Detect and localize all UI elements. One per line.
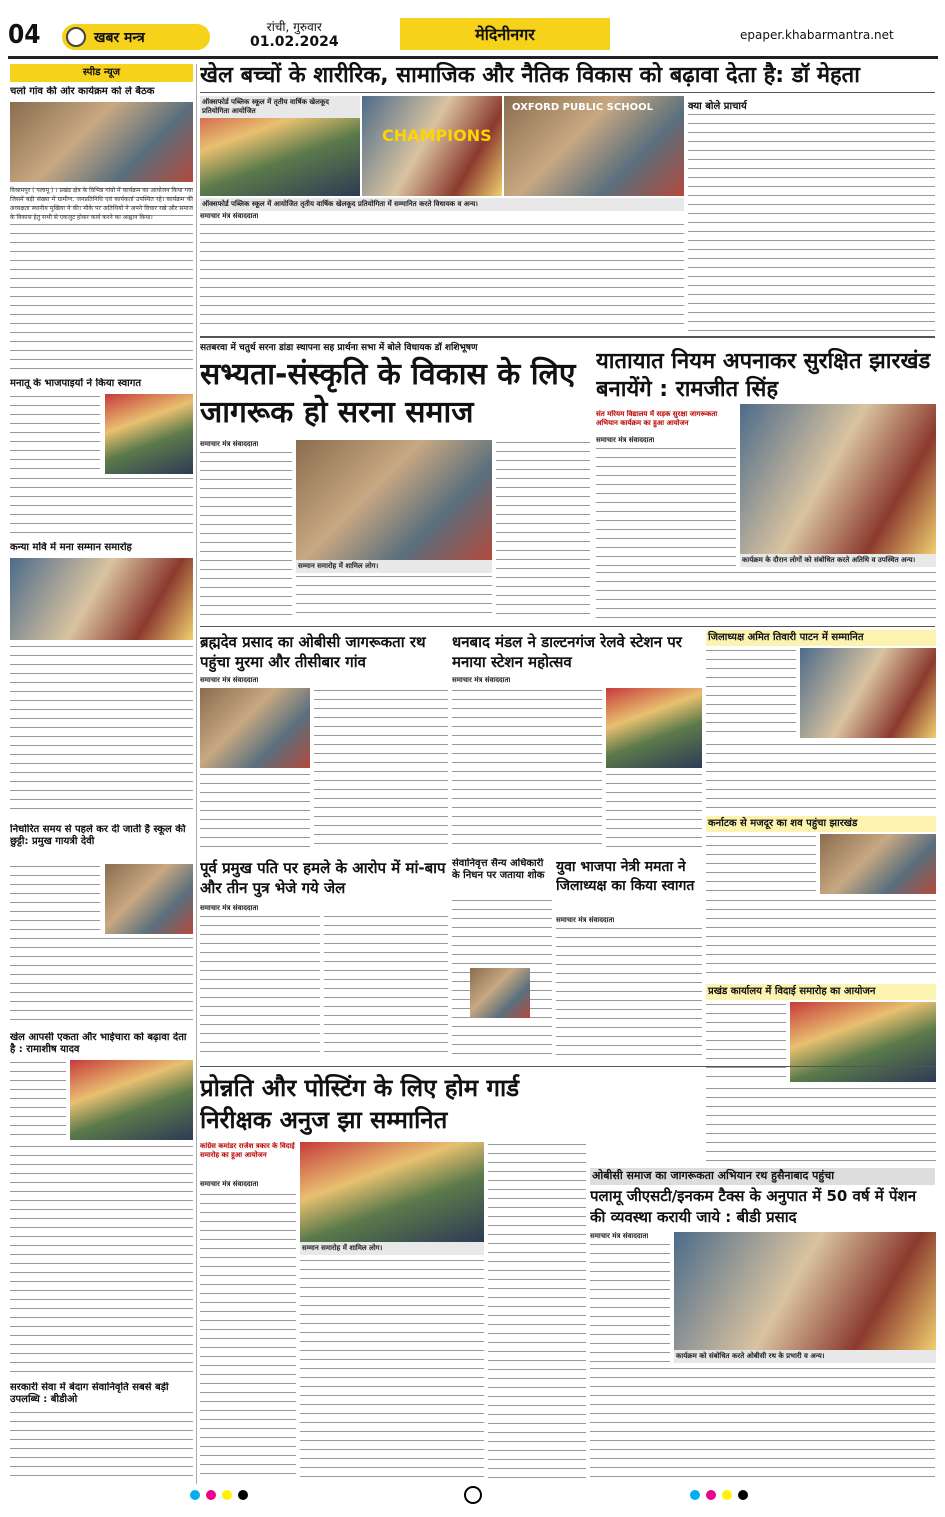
sarna-body — [496, 440, 590, 620]
edition-city: मेदिनीनगर — [400, 18, 610, 50]
district-body — [706, 648, 796, 738]
district-photo — [800, 648, 936, 738]
obc-rath-body — [200, 772, 310, 852]
sarna-byline: समाचार मंत्र संवाददाता — [200, 440, 259, 448]
dhanbad-byline: समाचार मंत्र संवाददाता — [452, 676, 511, 684]
farewell-photo — [790, 1002, 936, 1082]
principal-body — [688, 112, 935, 332]
article-body — [10, 644, 193, 814]
article-body — [10, 1060, 66, 1140]
lead-caption: ऑक्सफोर्ड पब्लिक स्कूल में आयोजित तृतीय वार्षिक खेलकूद प्रतियोगिता में सम्मानित करते विधायक व अन्य। — [200, 198, 684, 211]
lead-rule — [200, 92, 935, 93]
principal-kicker: क्या बोले प्राचार्य — [688, 101, 747, 112]
district-body — [706, 742, 936, 812]
homeguard-body — [300, 1258, 484, 1482]
homeguard-caption: सम्मान समारोह में शामिल लोग। — [300, 1242, 484, 1255]
jail-byline: समाचार मंत्र संवाददाता — [200, 904, 259, 912]
sidebar-item-title[interactable]: मनातू के भाजपाइयों ने किया स्वागत — [10, 378, 142, 389]
news-photo — [10, 558, 193, 640]
sidebar-item-title[interactable]: चलो गांव की ओर कार्यक्रम को ले बैठक — [10, 86, 155, 97]
lead-photo-1 — [200, 96, 360, 196]
bjym-byline: समाचार मंत्र संवाददाता — [556, 916, 615, 924]
pension-body — [590, 1366, 935, 1482]
news-photo — [105, 864, 193, 934]
pension-caption: कार्यक्रम को संबोधित करते ओबीसी रथ के प्रभारी व अन्य। — [674, 1350, 936, 1363]
banner-text: CHAMPIONS — [382, 126, 492, 145]
page-number: 04 — [8, 20, 41, 50]
dhanbad-photo — [606, 688, 702, 768]
obc-rath-byline: समाचार मंत्र संवाददाता — [200, 676, 259, 684]
obc-rath-photo — [200, 688, 310, 768]
homeguard-body — [200, 1192, 296, 1482]
dhanbad-body — [606, 772, 702, 852]
section-rule — [200, 336, 935, 338]
sarna-body — [296, 574, 492, 620]
issue-date: 01.02.2024 — [250, 34, 339, 50]
traffic-headline[interactable]: यातायात नियम अपनाकर सुरक्षित झारखंड बनायेंगे : रामजीत सिंह — [596, 349, 931, 402]
traffic-kicker: संत मरियम विद्यालय में सड़क सुरक्षा जागरूकता अभियान कार्यक्रम का हुआ आयोजन — [596, 410, 718, 427]
lead-photo-3 — [504, 96, 684, 196]
pension-byline: समाचार मंत्र संवाददाता — [590, 1232, 649, 1240]
registration-target-icon — [464, 1486, 482, 1504]
sidebar-item-title[interactable]: सरकारी सेवा में बेदाग सेवानिवृति सबसे बड़ी उपलब्धि : बीडीओ — [10, 1382, 169, 1405]
brand-logo-icon — [66, 27, 86, 47]
traffic-body — [596, 446, 736, 576]
district-headline[interactable]: जिलाध्यक्ष अमित तिवारी पाटन में सम्मानित — [706, 630, 936, 646]
homeguard-body — [488, 1142, 586, 1482]
sidebar-tag: स्पीड न्यूज — [10, 64, 193, 82]
article-body — [10, 1144, 193, 1374]
lead-byline: समाचार मंत्र संवाददाता — [200, 212, 259, 220]
bjym-headline[interactable]: युवा भाजपा नेत्री ममता ने जिलाध्यक्ष का किया स्वागत — [556, 859, 695, 894]
traffic-byline: समाचार मंत्र संवाददाता — [596, 436, 655, 444]
sarna-photo — [296, 440, 492, 560]
jail-body — [200, 914, 320, 1060]
lead-photo-2 — [362, 96, 502, 196]
karnataka-body — [706, 834, 816, 894]
farewell-headline[interactable]: प्रखंड कार्यालय में विदाई समारोह का आयोजन — [706, 984, 936, 1000]
pension-kicker: ओबीसी समाज का जागरूकता अभियान रथ हुसैनाबाद पहुंचा — [590, 1168, 935, 1185]
news-photo — [105, 394, 193, 474]
traffic-caption: कार्यक्रम के दौरान लोगों को संबोधित करते अतिथि व उपस्थित अन्य। — [740, 554, 936, 567]
homeguard-byline: समाचार मंत्र संवाददाता — [200, 1180, 259, 1188]
jail-body — [324, 914, 448, 1060]
lead-body — [200, 222, 684, 332]
homeguard-headline[interactable]: प्रोन्नति और पोस्टिंग के लिए होम गार्ड निरीक्षक अनुज झा सम्मानित — [200, 1074, 520, 1134]
epaper-url[interactable]: epaper.khabarmantra.net — [740, 28, 894, 42]
place-day: रांची, गुरुवार — [266, 20, 322, 34]
sidebar-item-title[interactable]: कन्या मवि में मना सम्मान समारोह — [10, 542, 132, 553]
sarna-headline[interactable]: सभ्यता-संस्कृति के विकास के लिए जागरूक हो सरना समाज — [200, 357, 576, 430]
jail-headline[interactable]: पूर्व प्रमुख पति पर हमले के आरोप में मां-बाप और तीन पुत्र भेजे गये जेल — [200, 859, 446, 897]
color-registration-marks-left — [190, 1490, 248, 1508]
article-body — [10, 1410, 193, 1482]
article-body — [10, 476, 193, 536]
farewell-body — [706, 1002, 786, 1082]
sidebar-item-title[interactable]: खेल आपसी एकता और भाईचारा को बढ़ावा देता है : रामाशीष यादव — [10, 1032, 187, 1055]
article-body: विश्रामपुर ( पलामू ) । प्रखंड क्षेत्र के विभिन्न गांवों में कार्यक्रम का आयोजन किया गया जिसमें बड़ी संख्या में ग्रामीण, जनप्रतिनिधि एवं कार्यकर्ता उपस्थित रहे। कार्यक्रम की अध्यक्षता स्थानीय मुखिया ने की। मौके पर अतिथियों ने अपने विचार रखे और समाज के विकास हेतु सभी से एकजुट होकर कार्य करने का आह्वान किया। — [10, 186, 193, 371]
traffic-body — [596, 570, 936, 620]
brand-logo — [62, 24, 210, 50]
school-name: OXFORD PUBLIC SCHOOL — [512, 102, 653, 113]
article-body — [10, 864, 100, 934]
header-rule — [8, 56, 938, 59]
news-photo — [10, 102, 193, 182]
pension-headline[interactable]: पलामू जीएसटी/इनकम टैक्स के अनुपात में 50 वर्ष में पेंशन की व्यवस्था करायी जाये : बीडी प्रसाद — [590, 1187, 917, 1226]
sarna-body — [200, 450, 292, 620]
obc-rath-headline[interactable]: ब्रह्मदेव प्रसाद का ओबीसी जागरूकता रथ पहुंचा मुरमा और तीसीबार गांव — [200, 633, 426, 671]
lead-headline[interactable]: खेल बच्चों के शारीरिक, सामाजिक और नैतिक विकास को बढ़ावा देता है: डॉ मेहता — [200, 63, 860, 88]
dhanbad-body — [452, 688, 602, 852]
bjym-body — [556, 926, 702, 1060]
karnataka-photo — [820, 834, 936, 894]
article-body — [10, 394, 100, 474]
dhanbad-headline[interactable]: धनबाद मंडल ने डाल्टनगंज रेलवे स्टेशन पर मनाया स्टेशन महोत्सव — [452, 633, 682, 671]
color-registration-marks-right — [690, 1490, 748, 1508]
sidebar — [10, 64, 193, 1484]
obituary-portrait — [470, 968, 530, 1018]
section-rule — [200, 1066, 935, 1067]
homeguard-kicker: कांग्रेस कमांडर राजेश त्रकार के विदाई समारोह का हुआ आयोजन — [200, 1142, 295, 1159]
brand-name: खबर मन्त्र — [94, 29, 145, 46]
news-photo — [70, 1060, 193, 1140]
dateline — [250, 20, 339, 50]
farewell-body — [706, 1086, 936, 1166]
karnataka-body — [706, 898, 936, 978]
homeguard-photo — [300, 1142, 484, 1242]
pension-body — [590, 1242, 670, 1362]
section-rule — [200, 626, 935, 627]
sarna-kicker: सतबरवा में चतुर्थ सरना डांडा स्थापना सह प्रार्थना सभा में बोले विधायक डॉ शशिभूषण — [200, 343, 478, 353]
karnataka-headline[interactable]: कर्नाटक से मजदूर का शव पहुंचा झारखंड — [706, 816, 936, 832]
obituary-headline[interactable]: सेवानिवृत्त सैन्य अधिकारी के निधन पर जताया शोक — [452, 858, 545, 881]
column-divider — [196, 64, 197, 1484]
traffic-photo — [740, 404, 936, 554]
lead-photo-note: ऑक्सफोर्ड पब्लिक स्कूल में तृतीय वार्षिक खेलकूद प्रतियोगिता आयोजित — [200, 96, 360, 118]
sidebar-item-title[interactable]: निर्धारित समय से पहले कर दी जाती है स्कूल की छुट्टी: प्रमुख गायत्री देवी — [10, 824, 186, 847]
sarna-caption: सम्मान समारोह में शामिल लोग। — [296, 560, 492, 573]
article-body — [10, 936, 193, 1024]
pension-photo — [674, 1232, 936, 1350]
obc-rath-body — [314, 688, 448, 852]
